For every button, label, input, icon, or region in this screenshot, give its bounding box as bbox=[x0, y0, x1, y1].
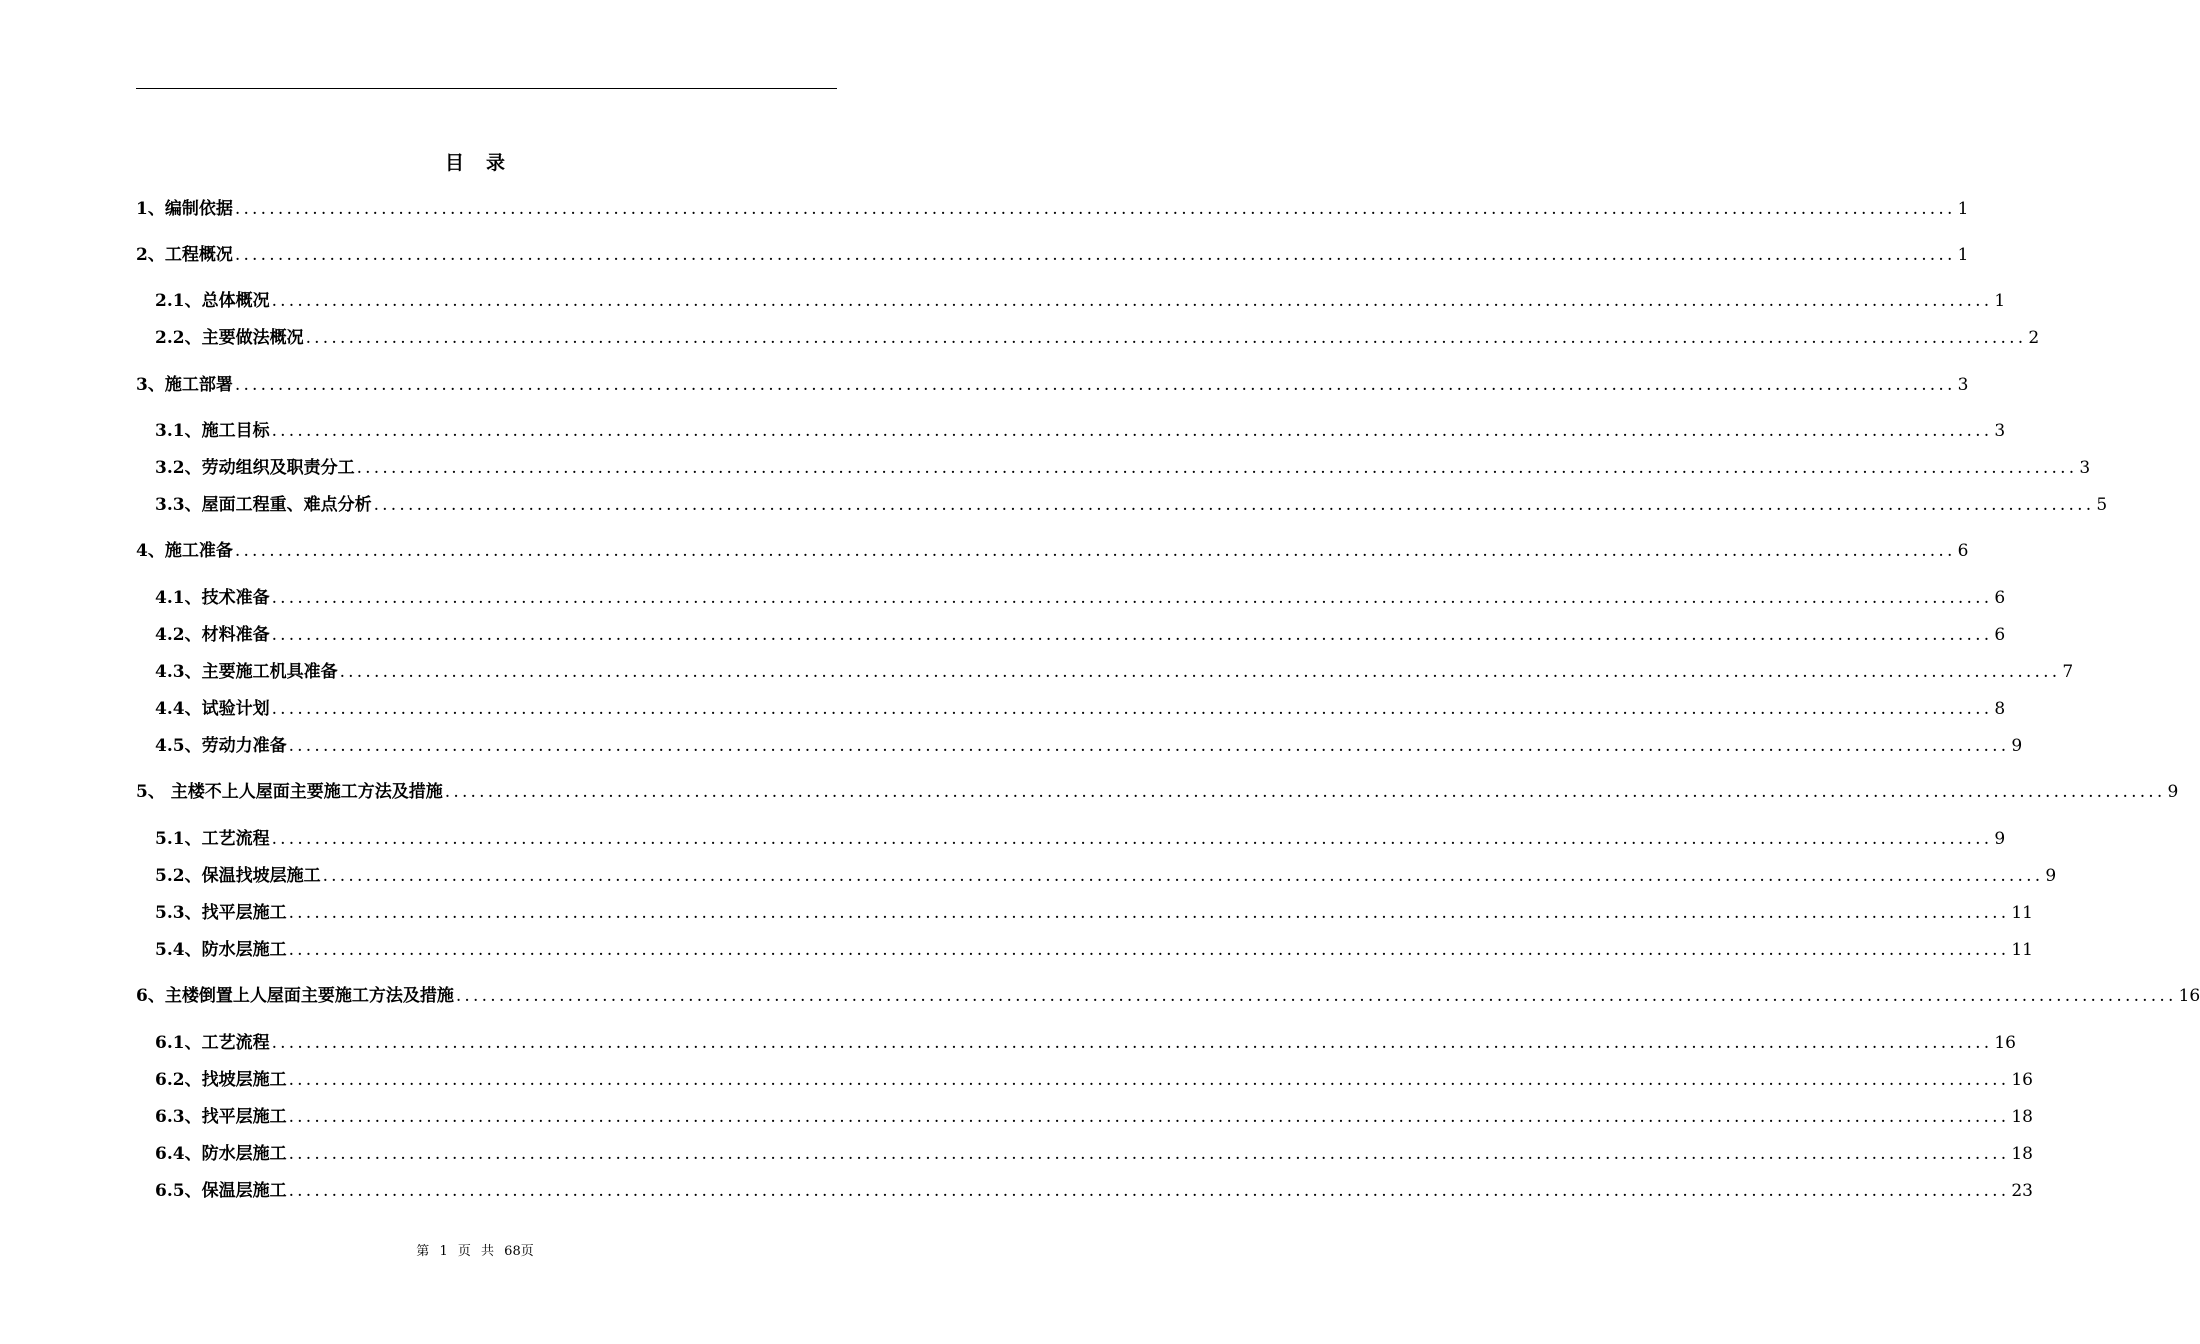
toc-entry-page: 11 bbox=[2011, 940, 2033, 960]
toc-leader-dots: ........................................................................................................................................................................................................ bbox=[373, 495, 2095, 515]
toc-leader-dots: ........................................................................................................................................................................................................ bbox=[288, 1070, 2010, 1090]
toc-entry-label: 5.4、防水层施工 bbox=[155, 940, 287, 960]
toc-entry[interactable] bbox=[155, 734, 2023, 758]
toc-entry-page: 1 bbox=[1994, 291, 2006, 311]
toc-entry-page: 1 bbox=[1957, 245, 1969, 265]
toc-entry-label: 2.1、总体概况 bbox=[155, 291, 270, 311]
toc-leader-dots: ........................................................................................................................................................................................................ bbox=[288, 1107, 2010, 1127]
toc-leader-dots: ........................................................................................................................................................................................................ bbox=[271, 588, 1993, 608]
toc-leader-dots: ........................................................................................................................................................................................................ bbox=[271, 625, 1993, 645]
toc-entry[interactable] bbox=[155, 623, 2006, 647]
toc-entry[interactable] bbox=[155, 1031, 2016, 1055]
toc-entry[interactable] bbox=[136, 539, 1969, 563]
toc-entry-label: 4、施工准备 bbox=[136, 541, 233, 561]
toc-entry-page: 16 bbox=[1994, 1033, 2016, 1053]
footer-total-prefix: 共 bbox=[481, 1244, 495, 1259]
toc-entry-label: 4.2、材料准备 bbox=[155, 625, 270, 645]
toc-entry-page: 2 bbox=[2028, 328, 2040, 348]
toc-entry-page: 9 bbox=[2167, 782, 2179, 802]
footer-prefix: 第 bbox=[416, 1244, 430, 1259]
toc-entry-page: 1 bbox=[1957, 199, 1969, 219]
toc-entry[interactable] bbox=[155, 1142, 2033, 1166]
toc-leader-dots: ........................................................................................................................................................................................................ bbox=[271, 421, 1993, 441]
toc-entry-page: 9 bbox=[2045, 866, 2057, 886]
toc-leader-dots: ........................................................................................................................................................................................................ bbox=[234, 541, 1956, 561]
toc-entry[interactable] bbox=[155, 901, 2033, 925]
toc-leader-dots: ........................................................................................................................................................................................................ bbox=[288, 1144, 2010, 1164]
toc-entry-label: 2、工程概况 bbox=[136, 245, 233, 265]
toc-title: 目录 bbox=[444, 152, 527, 174]
toc-entry[interactable] bbox=[136, 373, 1969, 397]
toc-entry-label: 3.3、屋面工程重、难点分析 bbox=[155, 495, 372, 515]
toc-entry-page: 11 bbox=[2011, 903, 2033, 923]
toc-leader-dots: ........................................................................................................................................................................................................ bbox=[288, 903, 2010, 923]
toc-entry[interactable] bbox=[155, 864, 2057, 888]
footer-current-page: 1 bbox=[439, 1244, 448, 1259]
toc-entry-label: 4.3、主要施工机具准备 bbox=[155, 662, 338, 682]
toc-entry-label: 1、编制依据 bbox=[136, 199, 233, 219]
footer-total-pages: 68页 bbox=[504, 1244, 534, 1259]
toc-entry-label: 6、主楼倒置上人屋面主要施工方法及措施 bbox=[136, 986, 454, 1006]
toc-entry-label: 2.2、主要做法概况 bbox=[155, 328, 304, 348]
toc-entry[interactable] bbox=[155, 1068, 2033, 1092]
toc-entry-page: 3 bbox=[2079, 458, 2091, 478]
header-rule bbox=[136, 88, 837, 89]
toc-entry-page: 9 bbox=[1994, 829, 2006, 849]
toc-leader-dots: ........................................................................................................................................................................................................ bbox=[271, 291, 1993, 311]
toc-entry-label: 3.1、施工目标 bbox=[155, 421, 270, 441]
toc-entry-page: 8 bbox=[1994, 699, 2006, 719]
toc-entry-page: 7 bbox=[2062, 662, 2074, 682]
toc-leader-dots: ........................................................................................................................................................................................................ bbox=[322, 866, 2044, 886]
toc-entry[interactable] bbox=[136, 243, 1969, 267]
toc-leader-dots: ........................................................................................................................................................................................................ bbox=[234, 245, 1956, 265]
toc-entry-label: 6.1、工艺流程 bbox=[155, 1033, 270, 1053]
toc-entry-label: 3、施工部署 bbox=[136, 375, 233, 395]
toc-entry-page: 5 bbox=[2096, 495, 2108, 515]
toc-leader-dots: ........................................................................................................................................................................................................ bbox=[271, 829, 1993, 849]
toc-entry[interactable] bbox=[155, 938, 2033, 962]
toc-entry-label: 6.4、防水层施工 bbox=[155, 1144, 287, 1164]
page-footer bbox=[0, 1240, 950, 1259]
toc-entry-label: 3.2、劳动组织及职责分工 bbox=[155, 458, 355, 478]
toc-entry[interactable] bbox=[155, 456, 2091, 480]
toc-entry-label: 4.5、劳动力准备 bbox=[155, 736, 287, 756]
toc-entry[interactable] bbox=[155, 1179, 2033, 1203]
toc-entry-label: 5.3、找平层施工 bbox=[155, 903, 287, 923]
toc-entry-page: 6 bbox=[1994, 625, 2006, 645]
toc-entry-page: 6 bbox=[1994, 588, 2006, 608]
toc-leader-dots: ........................................................................................................................................................................................................ bbox=[271, 1033, 1993, 1053]
toc-entry-label: 4.1、技术准备 bbox=[155, 588, 270, 608]
toc-entry[interactable] bbox=[155, 419, 2006, 443]
toc-entry[interactable] bbox=[155, 827, 2006, 851]
toc-leader-dots: ........................................................................................................................................................................................................ bbox=[234, 199, 1956, 219]
toc-entry-label: 6.3、找平层施工 bbox=[155, 1107, 287, 1127]
toc-leader-dots: ........................................................................................................................................................................................................ bbox=[288, 736, 2010, 756]
toc-entry-page: 18 bbox=[2011, 1107, 2033, 1127]
toc-leader-dots: ........................................................................................................................................................................................................ bbox=[356, 458, 2078, 478]
toc-entry[interactable] bbox=[136, 984, 2200, 1008]
toc-entry[interactable] bbox=[155, 493, 2108, 517]
toc-entry[interactable] bbox=[155, 1105, 2033, 1129]
toc-leader-dots: ........................................................................................................................................................................................................ bbox=[288, 1181, 2010, 1201]
toc-leader-dots: ........................................................................................................................................................................................................ bbox=[455, 986, 2177, 1006]
toc-leader-dots: ........................................................................................................................................................................................................ bbox=[288, 940, 2010, 960]
toc-entry[interactable] bbox=[155, 586, 2006, 610]
toc-entry[interactable] bbox=[155, 660, 2074, 684]
toc-entry[interactable] bbox=[155, 326, 2040, 350]
footer-page-word: 页 bbox=[457, 1244, 471, 1259]
toc-entry-label: 4.4、试验计划 bbox=[155, 699, 270, 719]
toc-entry[interactable] bbox=[136, 197, 1969, 221]
toc-entry-label: 6.2、找坡层施工 bbox=[155, 1070, 287, 1090]
toc-entry-label: 5、 主楼不上人屋面主要施工方法及措施 bbox=[136, 782, 443, 802]
toc-entry[interactable] bbox=[155, 289, 2006, 313]
toc-leader-dots: ........................................................................................................................................................................................................ bbox=[339, 662, 2061, 682]
toc-leader-dots: ........................................................................................................................................................................................................ bbox=[234, 375, 1956, 395]
toc-entry-label: 6.5、保温层施工 bbox=[155, 1181, 287, 1201]
toc-entry-page: 3 bbox=[1957, 375, 1969, 395]
toc-entry-page: 6 bbox=[1957, 541, 1969, 561]
toc-leader-dots: ........................................................................................................................................................................................................ bbox=[444, 782, 2166, 802]
toc-entry-page: 23 bbox=[2011, 1181, 2033, 1201]
toc-entry[interactable] bbox=[155, 697, 2006, 721]
toc-entry-page: 3 bbox=[1994, 421, 2006, 441]
toc-entry-page: 16 bbox=[2178, 986, 2200, 1006]
toc-leader-dots: ........................................................................................................................................................................................................ bbox=[305, 328, 2027, 348]
toc-entry-page: 9 bbox=[2011, 736, 2023, 756]
toc-entry-label: 5.2、保温找坡层施工 bbox=[155, 866, 321, 886]
toc-leader-dots: ........................................................................................................................................................................................................ bbox=[271, 699, 1993, 719]
toc-entry-page: 16 bbox=[2011, 1070, 2033, 1090]
toc-entry-page: 18 bbox=[2011, 1144, 2033, 1164]
toc-entry-label: 5.1、工艺流程 bbox=[155, 829, 270, 849]
toc-entry[interactable] bbox=[136, 780, 2179, 804]
